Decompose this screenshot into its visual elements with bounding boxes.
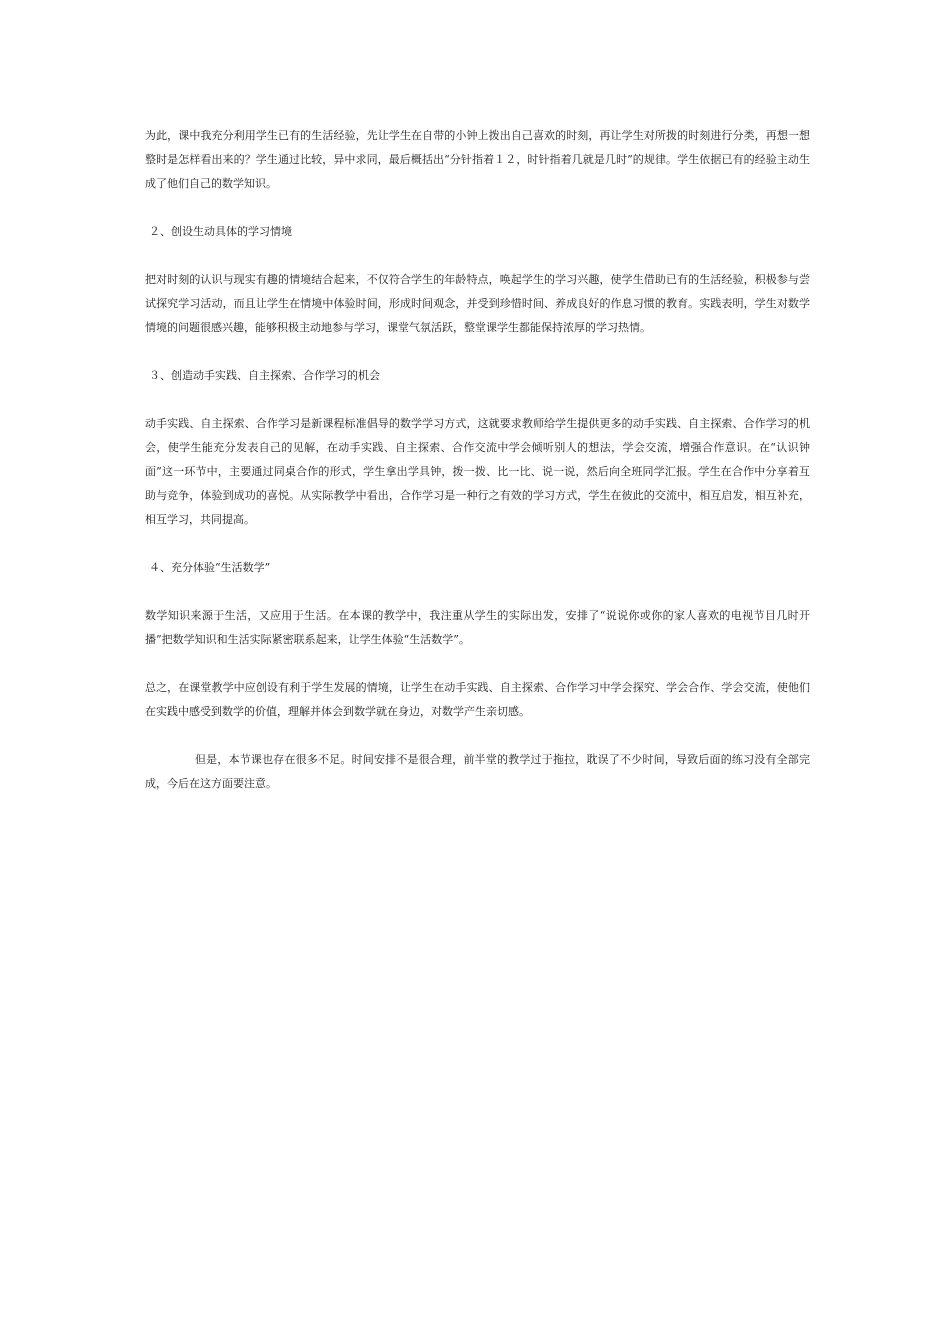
- paragraph-intro-summary: 为此，课中我充分利用学生已有的生活经验，先让学生在自带的小钟上拨出自己喜欢的时刻，再让学生对所拨的时刻进行分类，再想一想整时是怎样看出来的？学生通过比较，异中求同，最后概括出“分针指着１２，时针指着几就是几时”的规律。学生依据已有的经验主动生成了他们自己的数学知识。: [145, 129, 810, 190]
- document-body: [145, 124, 810, 796]
- section-heading-4: ４、充分体验“生活数学”: [149, 561, 271, 574]
- section-heading-2: ２、创设生动具体的学习情境: [149, 225, 292, 238]
- paragraph-cooperative-learning: 动手实践、自主探索、合作学习是新课程标准倡导的数学学习方式，这就要求教师给学生提供更多的动手实践、自主探索、合作学习的机会，使学生能充分发表自己的见解，在动手实践、自主探索、合作交流中学会倾听别人的想法，学会交流，增强合作意识。在“认识钟面”这一环节中，主要通过同桌合作的形式，学生拿出学具钟，拨一拨、比一比、说一说，然后向全班同学汇报。学生在合作中分享着互助与竞争，体验到成功的喜悦。从实际教学中看出，合作学习是一种行之有效的学习方式，学生在彼此的交流中，相互启发，相互补充，相互学习，共同提高。: [145, 417, 810, 526]
- section-heading-3: ３、创造动手实践、自主探索、合作学习的机会: [149, 369, 380, 382]
- paragraph-life-math: 数学知识来源于生活，又应用于生活。在本课的教学中，我注重从学生的实际出发，安排了“说说你或你的家人喜欢的电视节目几时开播”把数学知识和生活实际紧密联系起来，让学生体验“生活数学”。: [145, 609, 810, 646]
- paragraph-situation: 把对时刻的认识与现实有趣的情境结合起来，不仅符合学生的年龄特点，唤起学生的学习兴趣，使学生借助已有的生活经验，积极参与尝试探究学习活动，而且让学生在情境中体验时间，形成时间观念，并受到珍惜时间、养成良好的作息习惯的教育。实践表明，学生对数学情境的问题很感兴趣，能够积极主动地参与学习，课堂气氛活跃，整堂课学生都能保持浓厚的学习热情。: [145, 273, 810, 334]
- paragraph-shortcomings: 但是，本节课也存在很多不足。时间安排不是很合理，前半堂的教学过于拖拉，耽误了不少时间，导致后面的练习没有全部完成，今后在这方面要注意。: [145, 753, 810, 790]
- paragraph-conclusion: 总之，在课堂教学中应创设有利于学生发展的情境，让学生在动手实践、自主探索、合作学习中学会探究、学会合作、学会交流，使他们在实践中感受到数学的价值，理解并体会到数学就在身边，对数学产生亲切感。: [145, 681, 810, 718]
